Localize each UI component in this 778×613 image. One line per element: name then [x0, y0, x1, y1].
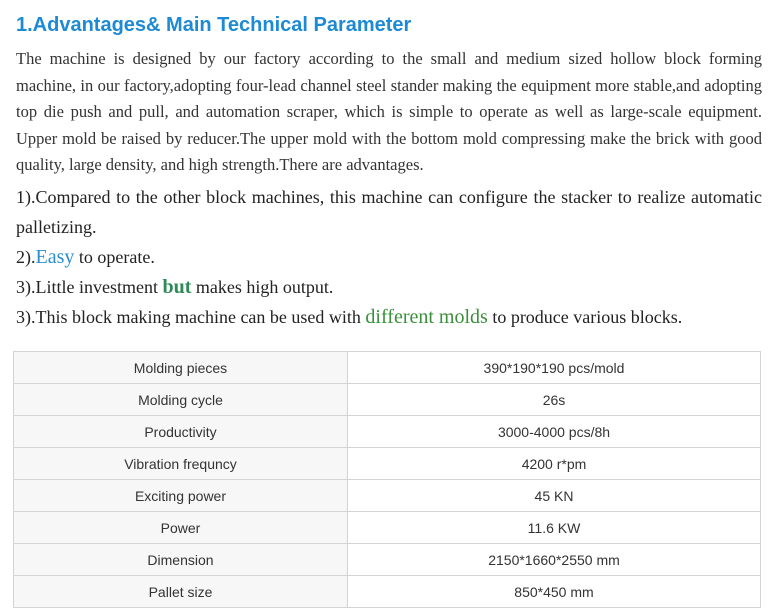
advantage-suffix: makes high output.: [191, 276, 334, 297]
table-row: [14, 512, 761, 544]
advantage-item-1: 1).Compared to the other block machines, this machine can configure the stacker to realize automatic palletizing.: [16, 186, 762, 237]
spec-label: Productivity: [14, 416, 348, 448]
advantage-suffix: to operate.: [74, 246, 155, 267]
highlight-but: but: [162, 275, 192, 298]
spec-value: 3000-4000 pcs/8h: [348, 416, 761, 448]
spec-value: 11.6 KW: [348, 512, 761, 544]
advantage-prefix: 2).: [16, 246, 36, 267]
spec-label: Molding cycle: [14, 384, 348, 416]
advantage-prefix: 3).Little investment: [16, 276, 163, 297]
intro-paragraph: The machine is designed by our factory according to the small and medium sized hollow block forming machine, in our factory,adopting four-lead channel steel stander making the equipment more stable,and adopting top die push and pull, and automation scraper, which is simple to operate as well as large-scale equipment. Upper mold be raised by reducer.The upper mold with the bottom mold compressing make the brick with good quality, large density, and high strength.There are advantages.: [16, 49, 762, 174]
advantage-item-4: [16, 302, 762, 332]
highlight-different-molds: different molds: [365, 305, 488, 328]
technical-parameter-table: [13, 351, 761, 608]
spec-value: 2150*1660*2550 mm: [348, 544, 761, 576]
table-row: [14, 448, 761, 480]
spec-label: Power: [14, 512, 348, 544]
spec-value: 850*450 mm: [348, 576, 761, 608]
spec-label: Dimension: [14, 544, 348, 576]
table-row: [14, 544, 761, 576]
article-content: [16, 0, 762, 332]
table-row: [14, 384, 761, 416]
advantage-item-3: [16, 272, 762, 302]
section-heading: 1.Advantages& Main Technical Parameter: [16, 14, 412, 36]
spec-value: 26s: [348, 384, 761, 416]
spec-value: 390*190*190 pcs/mold: [348, 352, 761, 384]
spec-label: Exciting power: [14, 480, 348, 512]
spec-label: Vibration frequncy: [14, 448, 348, 480]
spec-label: Pallet size: [14, 576, 348, 608]
advantage-suffix: to produce various blocks.: [487, 306, 683, 327]
table-row: [14, 416, 761, 448]
spec-label: Molding pieces: [14, 352, 348, 384]
highlight-easy: Easy: [35, 245, 75, 268]
table-row: [14, 480, 761, 512]
table-row: [14, 576, 761, 608]
table-row: [14, 352, 761, 384]
advantage-item-2: [16, 242, 762, 272]
advantage-prefix: 3).This block making machine can be used with: [16, 306, 366, 327]
spec-value: 45 KN: [348, 480, 761, 512]
spec-value: 4200 r*pm: [348, 448, 761, 480]
